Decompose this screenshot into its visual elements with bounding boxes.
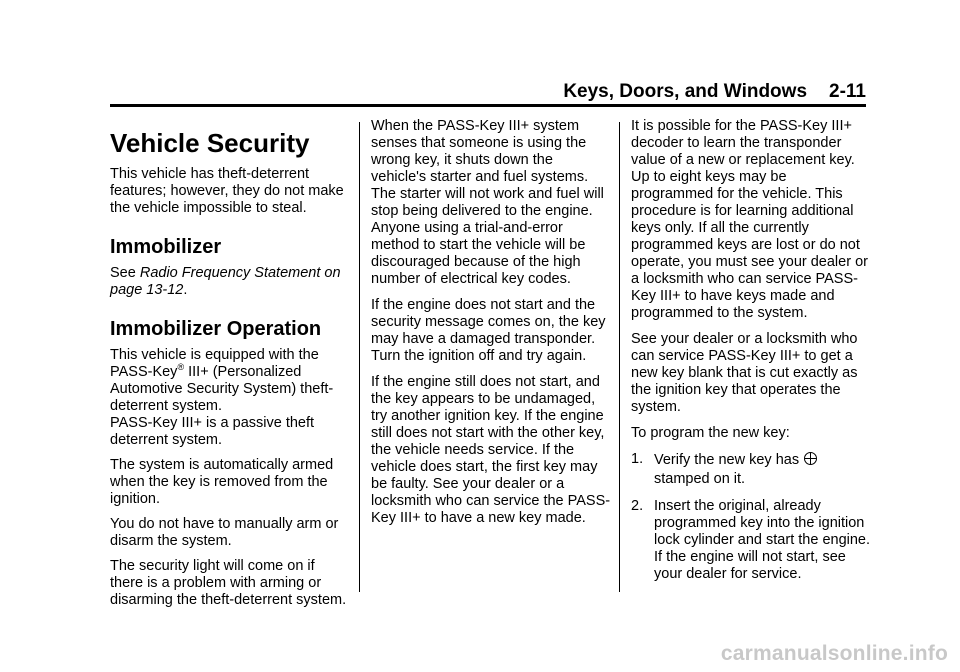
step-item xyxy=(631,498,871,583)
passkey-text: This vehicle is equipped with the PASS-Key xyxy=(110,347,319,380)
col3-paragraph-1: It is possible for the PASS-Key III+ decoder to learn the transponder value of a new or replacement key. Up to eight keys may be programmed for the vehicle. This procedure is for learning additional keys only. If all the currently programmed keys are lost or do not operate, you must see your dealer or a locksmith who can service PASS-Key III+ to have keys made and programmed to the system. xyxy=(631,118,868,321)
col3-paragraph-3: To program the new key: xyxy=(631,425,790,441)
step-number: 1. xyxy=(631,451,644,467)
radio-frequency-link[interactable]: Radio Frequency Statement on page 13-12 xyxy=(110,265,341,298)
watermark: carmanualsonline.info xyxy=(720,642,948,665)
operation-paragraph-3: You do not have to manually arm or disarm the system. xyxy=(110,516,339,549)
operation-paragraph-4: The security light will come on if there is a problem with arming or disarming the theft-deterrent system. xyxy=(110,558,347,608)
step-text-cont: stamped on it. xyxy=(654,471,746,487)
step-text: Verify the new key has xyxy=(654,452,800,468)
registered-mark: ® xyxy=(177,362,185,373)
operation-paragraph-1 xyxy=(110,347,350,415)
operation-paragraph-2: The system is automatically armed when the key is removed from the ignition. xyxy=(110,457,334,507)
col2-paragraph-1: When the PASS-Key III+ system senses that someone is using the wrong key, it shuts down the vehicle's starter and fuel systems. The starter will not work and fuel will stop being delivered to the engine. Anyone using a trial-and-error method to start the vehicle will be discouraged because of the high number of electrical key codes. xyxy=(371,118,604,287)
page-header xyxy=(110,80,866,104)
column-divider-1 xyxy=(359,122,360,592)
key-marking-icon xyxy=(803,451,818,471)
operation-paragraph-1b: PASS-Key III+ is a passive theft deterrent system. xyxy=(110,415,315,448)
column-divider-2 xyxy=(619,122,620,592)
column-2 xyxy=(371,118,611,536)
immobilizer-heading: Immobilizer xyxy=(110,236,222,258)
column-3 xyxy=(631,118,871,593)
step-text: Insert the original, already programmed key into the ignition lock cylinder and start the engine. If the engine will not start, see your dealer for service. xyxy=(654,498,871,582)
see-prefix: See xyxy=(110,265,140,281)
passkey-text-cont: III+ (Personalized Automotive Security System) theft-deterrent system. xyxy=(110,364,334,414)
page-number: 2-11 xyxy=(829,81,866,102)
section-title: Keys, Doors, and Windows xyxy=(563,81,808,102)
programming-steps xyxy=(631,451,871,583)
col2-paragraph-3: If the engine still does not start, and the key appears to be undamaged, try another ignition key. If the engine still does not start with the other key, the vehicle needs service. If the vehicle does start, the first key may be faulty. See your dealer or a locksmith who can service the PASS-Key III+ to have a new key made. xyxy=(371,374,611,526)
col2-paragraph-2: If the engine does not start and the security message comes on, the key may have a damaged transponder. Turn the ignition off and try again. xyxy=(371,297,606,364)
vehicle-security-heading: Vehicle Security xyxy=(110,128,310,158)
header-rule xyxy=(110,104,866,107)
see-suffix: . xyxy=(183,282,188,298)
immobilizer-operation-heading: Immobilizer Operation xyxy=(110,318,322,340)
step-number: 2. xyxy=(631,498,644,514)
immobilizer-see-reference xyxy=(110,265,350,299)
vehicle-security-intro: This vehicle has theft-deterrent features; however, they do not make the vehicle impossible to steal. xyxy=(110,166,344,216)
col3-paragraph-2: See your dealer or a locksmith who can service PASS-Key III+ to get a new key blank that is cut exactly as the ignition key that operates the system. xyxy=(631,331,858,415)
step-item xyxy=(631,451,871,488)
column-1 xyxy=(110,118,350,617)
